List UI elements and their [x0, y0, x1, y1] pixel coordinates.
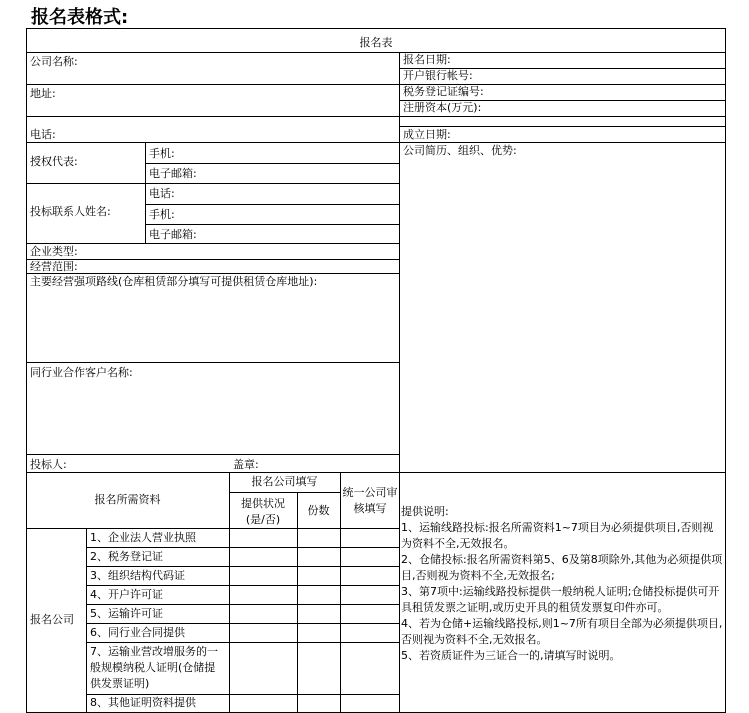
- company-fill-header: 报名公司填写: [251, 475, 318, 488]
- notes-title: 提供说明:: [401, 505, 449, 518]
- peer-clients-label: 同行业合作客户名称:: [30, 366, 133, 379]
- material-item: 4、开户许可证: [90, 588, 163, 601]
- founded-date-label: 成立日期:: [403, 128, 451, 141]
- material-item: 1、企业法人营业执照: [90, 531, 196, 544]
- profile-label: 公司简历、组织、优势:: [403, 144, 517, 157]
- business-scope-label: 经营范围:: [30, 260, 78, 273]
- phone-label: 电话:: [30, 128, 56, 141]
- main-routes-label: 主要经营强项路线(仓库租赁部分填写可提供租赁仓库地址):: [30, 275, 318, 288]
- materials-required-header: 报名所需资料: [94, 493, 161, 506]
- material-item: 2、税务登记证: [90, 550, 163, 563]
- contact-email-label: 电子邮箱:: [149, 228, 197, 241]
- bank-account-label: 开户银行帐号:: [403, 69, 473, 82]
- signup-date-label: 报名日期:: [403, 53, 451, 66]
- rep-mobile-label: 手机:: [149, 147, 175, 160]
- note-line: 2、仓储投标:报名所需资料第5、6及第8项除外,其他为必须提供项目,否则视为资料不全,无效报名;: [401, 553, 723, 582]
- authorized-rep-label: 授权代表:: [30, 155, 78, 168]
- material-item: 7、运输业营改增服务的一般规模纳税人证明(仓储提供发票证明): [90, 645, 218, 690]
- note-line: 4、若为仓储+运输线路投标,则1~7所有项目全部为必须提供项目,否则视为资料不全,无效报名。: [401, 617, 723, 646]
- page-title: 报名表格式:: [31, 7, 129, 28]
- note-line: 1、运输线路投标:报名所需资料1~7项目为必须提供项目,否则视为资料不全,无效报名。: [401, 521, 714, 550]
- material-item: 6、同行业合同提供: [90, 626, 185, 639]
- reg-capital-label: 注册资本(万元):: [403, 101, 482, 114]
- tax-reg-label: 税务登记证编号:: [403, 85, 484, 98]
- border-right: [725, 28, 726, 713]
- notes-block: [401, 504, 723, 664]
- contact-mobile-label: 手机:: [149, 208, 175, 221]
- material-item: 8、其他证明资料提供: [90, 696, 196, 709]
- border-top: [26, 28, 726, 29]
- note-line: 3、第7项中:运输线路投标提供一般纳税人证明;仓储投标提供可开具租赁发票之证明,或历史开具的租赁发票复印件亦可。: [401, 585, 720, 614]
- rep-email-label: 电子邮箱:: [149, 167, 197, 180]
- status-header: 提供状况(是/否): [241, 497, 285, 526]
- bidder-label: 投标人:: [30, 458, 67, 471]
- contact-name-label: 投标联系人姓名:: [30, 205, 111, 218]
- enterprise-type-label: 企业类型:: [30, 245, 78, 258]
- material-item: 5、运输许可证: [90, 607, 163, 620]
- company-name-label: 公司名称:: [30, 55, 78, 68]
- note-line: 5、若资质证件为三证合一的,请填写时说明。: [401, 649, 621, 662]
- seal-label: 盖章:: [233, 458, 259, 471]
- material-item: 3、组织结构代码证: [90, 569, 185, 582]
- border-left: [26, 28, 27, 713]
- copies-header: 份数: [307, 504, 330, 517]
- side-label-signup-company: 报名公司: [30, 613, 74, 626]
- center-divider: [399, 52, 400, 713]
- review-header: 统一公司审核填写: [342, 486, 398, 515]
- contact-phone-label: 电话:: [149, 187, 175, 200]
- form-header: 报名表: [359, 36, 393, 49]
- address-label: 地址:: [30, 87, 56, 100]
